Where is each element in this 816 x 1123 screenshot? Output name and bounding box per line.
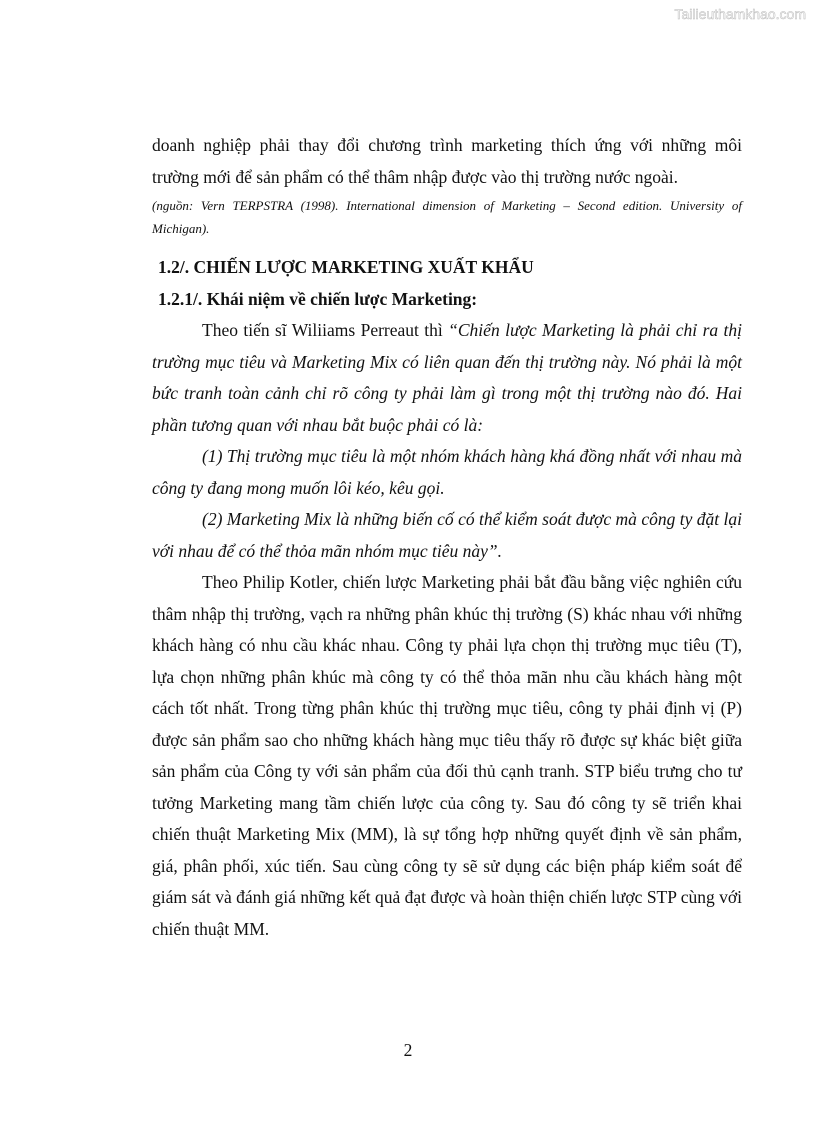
kotler-paragraph: Theo Philip Kotler, chiến lược Marketing phải bắt đầu bằng việc nghiên cứu thâm nhập thị trường, vạch ra những phân khúc thị trường (S) khác nhau với những khách hàng có nhu cầu khác nhau. Công ty phải lựa chọn thị trường mục tiêu (T), lựa chọn những phân khúc mà công ty có thể thỏa mãn nhu cầu khách hàng một cách tốt nhất. Trong từng phân khúc thị trường mục tiêu, công ty phải định vị (P) được sản phẩm sao cho những khách hàng mục tiêu thấy rõ được sự khác biệt giữa sản phẩm của Công ty với sản phẩm của đối thủ cạnh tranh. STP biểu trưng cho tư tưởng Marketing mang tầm chiến lược của công ty. Sau đó công ty sẽ triển khai chiến thuật Marketing Mix (MM), là sự tổng hợp những quyết định về sản phẩm, giá, phân phối, xúc tiến. Sau cùng công ty sẽ sử dụng các biện pháp kiểm soát để giám sát và đánh giá những kết quả đạt được và hoàn thiện chiến lược STP cùng với chiến thuật MM. (152, 572, 742, 939)
list-item-1: (1) Thị trường mục tiêu là một nhóm khách hàng khá đồng nhất với nhau mà công ty đang mong muốn lôi kéo, kêu gọi. (152, 446, 742, 498)
list-item-2: (2) Marketing Mix là những biến cố có thể kiểm soát được mà công ty đặt lại với nhau để có thể thỏa mãn nhóm mục tiêu này”. (152, 509, 742, 561)
page-number: 2 (403, 1040, 413, 1060)
definition-lead: Theo tiến sĩ Wiliiams Perreaut thì (202, 320, 449, 340)
definition-paragraph (152, 315, 742, 441)
page-body (152, 130, 742, 945)
definition-quote: “Chiến lược Marketing là phải chỉ ra thị trường mục tiêu và Marketing Mix có liên quan đến thị trường này. Nó phải là một bức tranh toàn cảnh chỉ rõ công ty phải làm gì trong một thị trường nào đó. Hai phần tương quan với nhau bắt buộc phải có là: (152, 320, 742, 435)
source-citation: (nguồn: Vern TERPSTRA (1998). International dimension of Marketing – Second edition. University of Michigan). (152, 198, 742, 236)
intro-paragraph: doanh nghiệp phải thay đổi chương trình marketing thích ứng với những môi trường mới để sản phẩm có thể thâm nhập được vào thị trường nước ngoài. (152, 135, 742, 187)
section-heading: 1.2/. CHIẾN LƯỢC MARKETING XUẤT KHẨU (158, 257, 534, 277)
watermark: Tailieuthamkhao.com (674, 6, 806, 22)
subsection-heading: 1.2.1/. Khái niệm về chiến lược Marketing: (158, 288, 478, 309)
